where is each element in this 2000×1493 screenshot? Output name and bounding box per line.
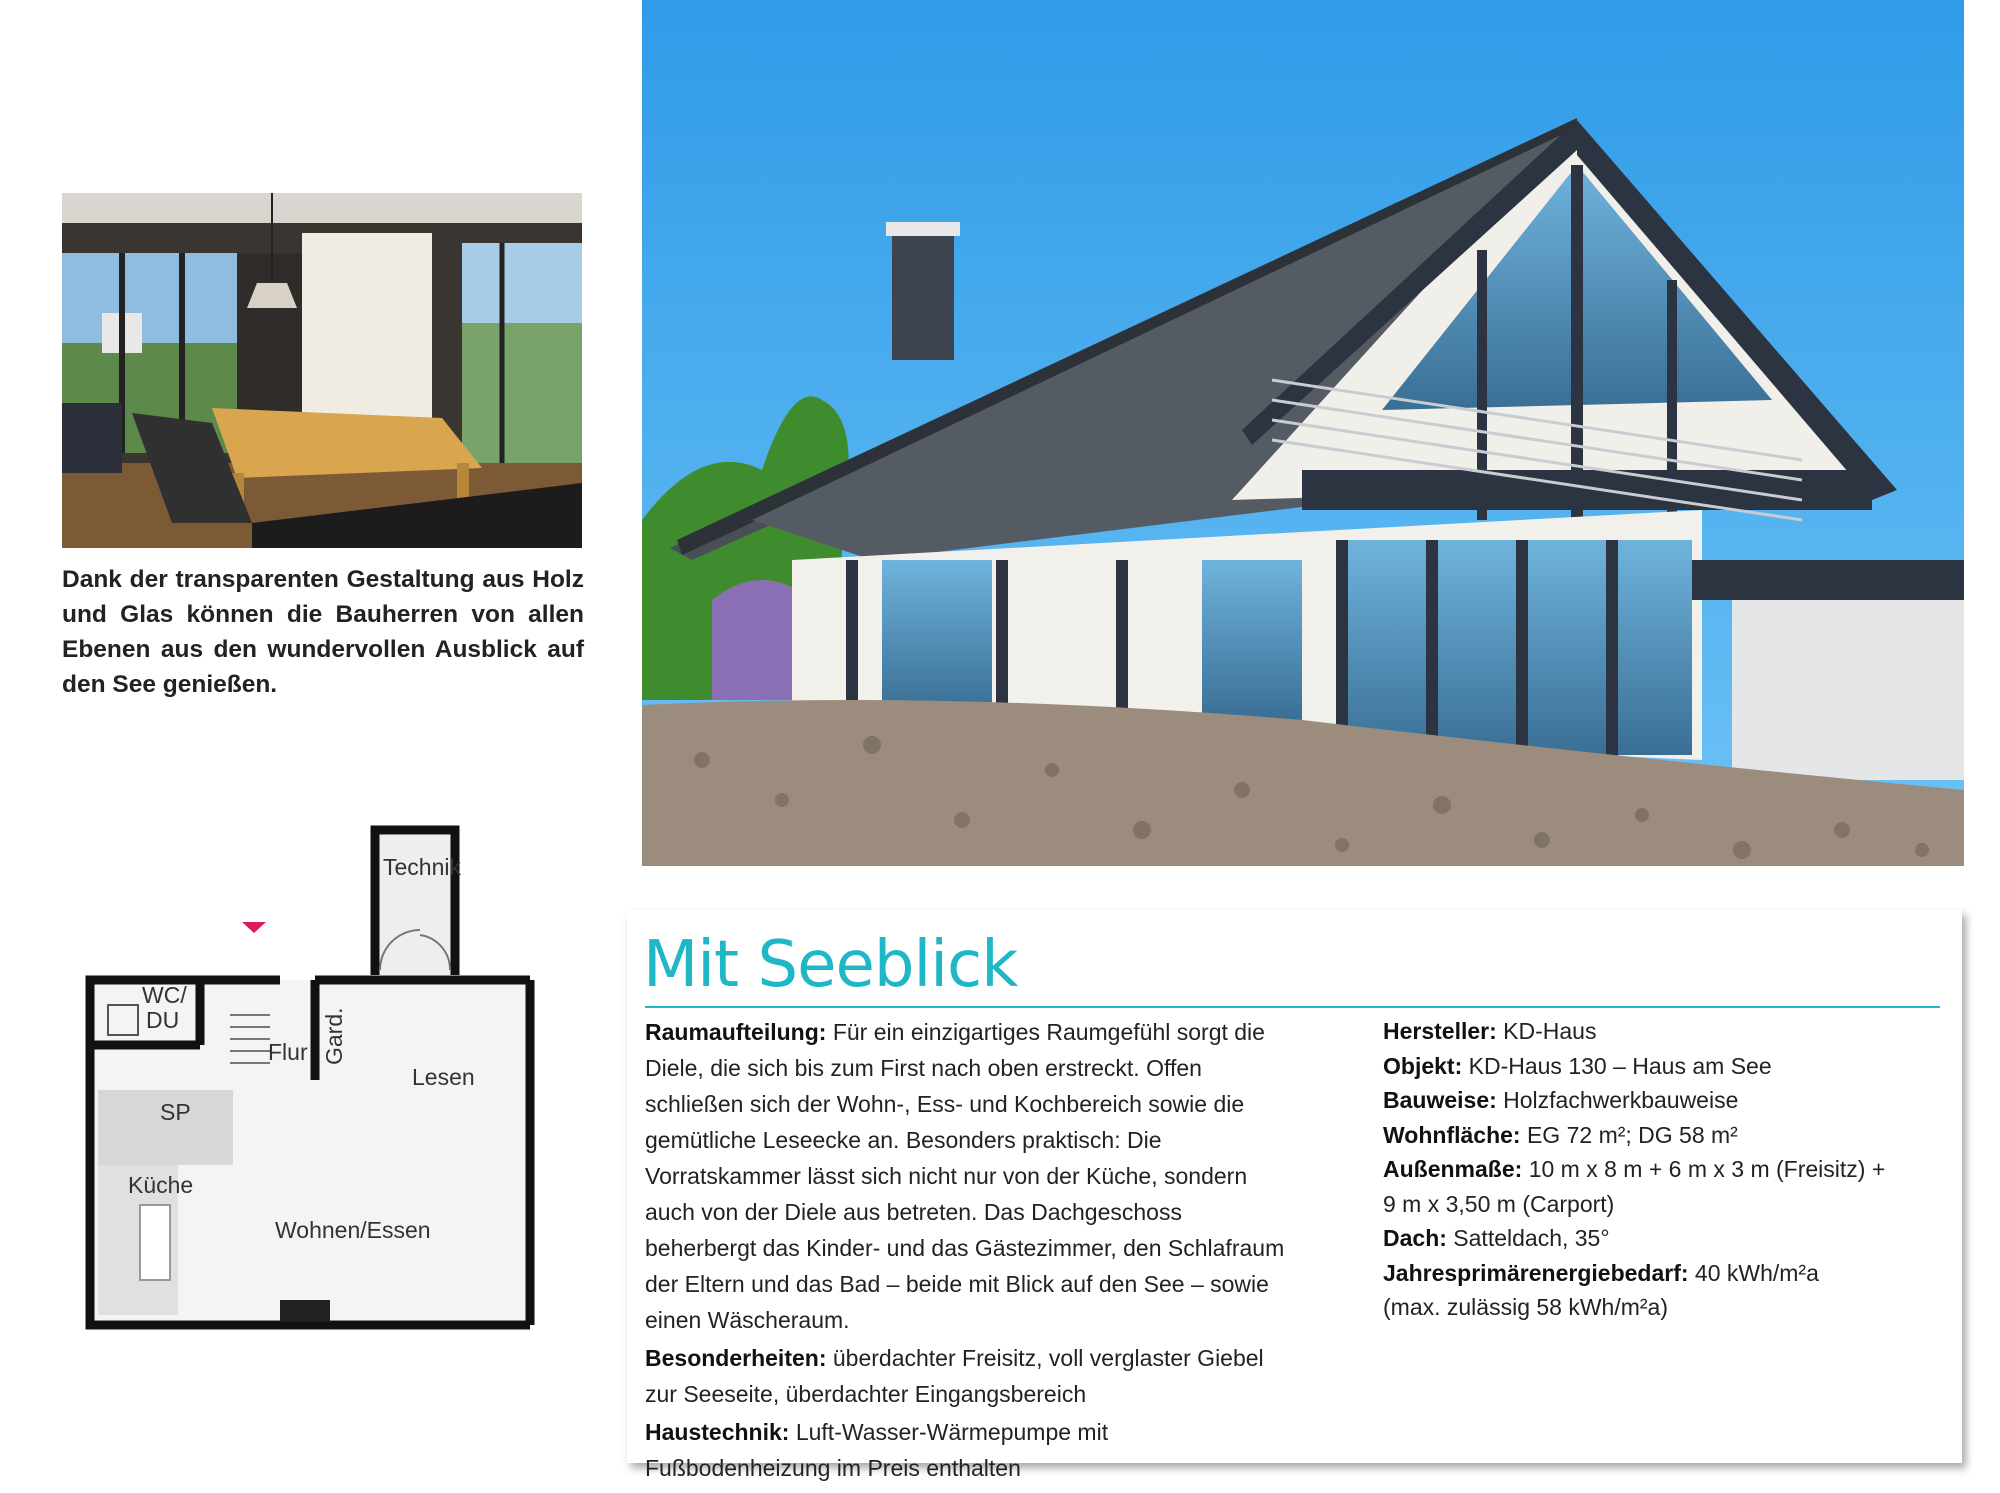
haustechnik-text: Luft-Wasser-Wärmepumpe mit Fußbodenheizung im Preis enthalten <box>645 1419 1109 1481</box>
spec-objekt-label: Objekt: <box>1383 1052 1463 1079</box>
spec-dach <box>1383 1221 1903 1256</box>
room-label-gard: Gard. <box>321 1007 347 1065</box>
floor-plan <box>80 815 600 1335</box>
spec-hersteller-label: Hersteller: <box>1383 1018 1497 1044</box>
interior-photo <box>62 193 582 548</box>
spec-bauweise-label: Bauweise: <box>1383 1087 1497 1113</box>
besonderheiten-text: überdachter Freisitz, voll verglaster Giebel zur Seeseite, überdachter Eingangsbereich <box>645 1345 1264 1407</box>
spec-hersteller-value: KD-Haus <box>1503 1018 1597 1044</box>
spec-dach-label: Dach: <box>1383 1225 1447 1251</box>
room-label-lesen: Lesen <box>412 1064 475 1090</box>
besonderheiten-paragraph <box>645 1340 1295 1412</box>
spec-wohnflaeche-label: Wohnfläche: <box>1383 1121 1521 1148</box>
spec-energie <box>1383 1256 1903 1291</box>
photo-caption: Dank der transparenten Gestaltung aus Holz und Glas können die Bauherren von allen Ebenen aus den wundervollen Ausblick auf den See genießen. <box>62 566 584 698</box>
haustechnik-label: Haustechnik: <box>645 1419 790 1445</box>
spec-aussenmasse-value: 10 m x 8 m + 6 m x 3 m (Freisitz) + 9 m x 3,50 m (Carport) <box>1383 1156 1886 1217</box>
room-label-flur: Flur <box>268 1039 308 1065</box>
besonderheiten-label: Besonderheiten: <box>645 1345 827 1371</box>
spec-hersteller <box>1383 1014 1903 1049</box>
title-divider <box>645 1006 1940 1008</box>
article-title: Mit Seeblick <box>643 928 1018 1002</box>
room-label-kueche: Küche <box>128 1172 194 1198</box>
haustechnik-paragraph <box>645 1414 1295 1486</box>
spec-dach-value: Satteldach, 35° <box>1453 1225 1610 1251</box>
spec-energie-value: 40 kWh/m²a <box>1694 1259 1819 1286</box>
specs-column <box>1383 1014 1903 1325</box>
room-label-technik: Technik <box>383 854 461 880</box>
spec-wohnflaeche-value: EG 72 m²; DG 58 m² <box>1526 1121 1738 1148</box>
spec-bauweise-value: Holzfachwerkbauweise <box>1503 1087 1739 1113</box>
spec-energie-note: (max. zulässig 58 kWh/m²a) <box>1383 1294 1669 1320</box>
spec-bauweise <box>1383 1083 1903 1118</box>
room-label-sp: SP <box>160 1099 191 1125</box>
raumaufteilung-label: Raumaufteilung: <box>645 1019 827 1045</box>
spec-aussenmasse-label: Außenmaße: <box>1383 1156 1523 1182</box>
description-column <box>645 1014 1295 1488</box>
spec-objekt <box>1383 1049 1903 1084</box>
house-photo <box>642 0 1964 866</box>
spec-wohnflaeche <box>1383 1118 1903 1153</box>
spec-objekt-value: KD-Haus 130 – Haus am See <box>1468 1052 1772 1079</box>
raumaufteilung-paragraph <box>645 1014 1295 1338</box>
room-label-du: DU <box>146 1007 180 1033</box>
room-label-wc: WC/ <box>142 982 187 1008</box>
room-label-wohnen: Wohnen/Essen <box>275 1217 431 1243</box>
spec-energie-label: Jahresprimärenergiebedarf: <box>1383 1259 1689 1286</box>
raumaufteilung-text: Für ein einzigartiges Raumgefühl sorgt die Diele, die sich bis zum First nach oben erstreckt. Offen schließen sich der Wohn-, Ess- und Kochbereich sowie die gemütliche Leseecke an. Besonders praktisch: Die Vorratskammer lässt sich nicht nur von der Küche, sondern auch von der Diele aus betreten. Das Dachgeschoss beherbergt das Kinder- und das Gästezimmer, den Schlafraum der Eltern und das Bad – beide mit Blick auf den See – sowie einen Wäscheraum. <box>645 1019 1285 1333</box>
spec-aussenmasse <box>1383 1152 1903 1221</box>
